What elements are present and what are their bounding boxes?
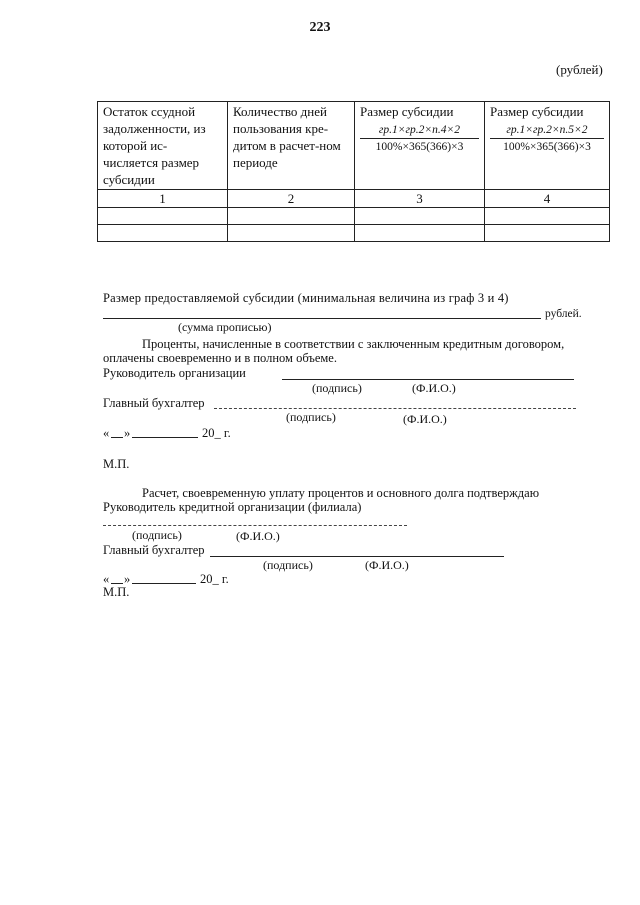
bank-date-year-label: 20_ г.	[200, 572, 229, 586]
stamp-label: М.П.	[103, 457, 130, 471]
table-cell[interactable]	[228, 208, 355, 225]
table-cell[interactable]	[228, 225, 355, 242]
formula-col4-denominator: 100%×365(366)×3	[503, 141, 591, 153]
column-number-row	[98, 190, 610, 208]
formula-col3-numerator: гр.1×гр.2×п.4×2	[360, 123, 479, 139]
bank-accountant-signature-caption: (подпись)	[263, 558, 313, 572]
confirmation-text: Расчет, своевременную уплату процентов и основного долга подтверждаю	[142, 486, 540, 500]
org-head-label: Руководитель организации	[103, 366, 246, 380]
table-cell[interactable]	[355, 208, 485, 225]
column-number: 1	[98, 190, 228, 208]
date-quote-close: »	[124, 426, 131, 440]
sum-in-words-caption: (сумма прописью)	[178, 320, 272, 334]
bank-head-signature-caption: (подпись)	[132, 528, 182, 542]
bank-date-quote-close: »	[124, 572, 131, 586]
header-loan-balance: Остаток ссудной задолженности, из которой ис-числяется размер субсидии	[98, 102, 228, 190]
accountant-signature-caption: (подпись)	[286, 410, 336, 424]
table-cell[interactable]	[98, 225, 228, 242]
page-number: 223	[309, 20, 331, 35]
bank-accountant-label: Главный бухгалтер	[103, 543, 205, 557]
subsidy-table	[97, 101, 610, 242]
header-subsidy-4-title: Размер субсидии	[490, 104, 584, 119]
date-day-field[interactable]	[111, 437, 123, 438]
formula-col3	[360, 123, 479, 154]
date-year-label: 20_ г.	[202, 426, 231, 440]
bank-date-month-field[interactable]	[132, 583, 196, 584]
units-label: (рублей)	[556, 62, 603, 77]
column-number: 3	[355, 190, 485, 208]
header-subsidy-3	[355, 102, 485, 190]
table-cell[interactable]	[355, 225, 485, 242]
table-cell[interactable]	[485, 208, 610, 225]
bank-head-fio-caption: (Ф.И.О.)	[236, 529, 280, 543]
accountant-fio-caption: (Ф.И.О.)	[403, 412, 447, 426]
header-subsidy-3-title: Размер субсидии	[360, 104, 454, 119]
bank-date-quote-open: «	[103, 572, 110, 586]
bank-accountant-signature-line[interactable]	[210, 556, 504, 557]
org-head-signature-line[interactable]	[282, 379, 574, 380]
table-header-row	[98, 102, 610, 190]
rubles-label: рублей.	[545, 308, 582, 320]
accountant-signature-line[interactable]	[214, 408, 576, 409]
table-row	[98, 225, 610, 242]
accountant-label: Главный бухгалтер	[103, 396, 205, 410]
bank-head-signature-line[interactable]	[103, 525, 407, 526]
formula-col4-numerator: гр.1×гр.2×п.5×2	[490, 123, 604, 139]
interest-text-line2: оплачены своевременно и в полном объеме.	[103, 351, 337, 365]
formula-col3-denominator: 100%×365(366)×3	[375, 141, 464, 153]
column-number: 2	[228, 190, 355, 208]
org-head-signature-caption: (подпись)	[312, 381, 362, 395]
bank-stamp-label: М.П.	[103, 585, 130, 599]
table-row	[98, 208, 610, 225]
table-cell[interactable]	[98, 208, 228, 225]
header-subsidy-4	[485, 102, 610, 190]
org-head-fio-caption: (Ф.И.О.)	[412, 381, 456, 395]
bank-accountant-fio-caption: (Ф.И.О.)	[365, 558, 409, 572]
date-month-field[interactable]	[132, 437, 198, 438]
bank-head-label: Руководитель кредитной организации (филиала)	[103, 500, 362, 514]
date-quote-open: «	[103, 426, 110, 440]
formula-col4	[490, 123, 604, 154]
column-number: 4	[485, 190, 610, 208]
table-cell[interactable]	[485, 225, 610, 242]
bank-date-day-field[interactable]	[111, 583, 123, 584]
subsidy-amount-line[interactable]	[103, 318, 541, 319]
header-days-count: Количество дней пользования кре-дитом в расчет-ном периоде	[228, 102, 355, 190]
interest-text-line1: Проценты, начисленные в соответствии с заключенным кредитным договором,	[142, 337, 565, 351]
subsidy-amount-text: Размер предоставляемой субсидии (минимальная величина из граф 3 и 4)	[103, 291, 509, 305]
